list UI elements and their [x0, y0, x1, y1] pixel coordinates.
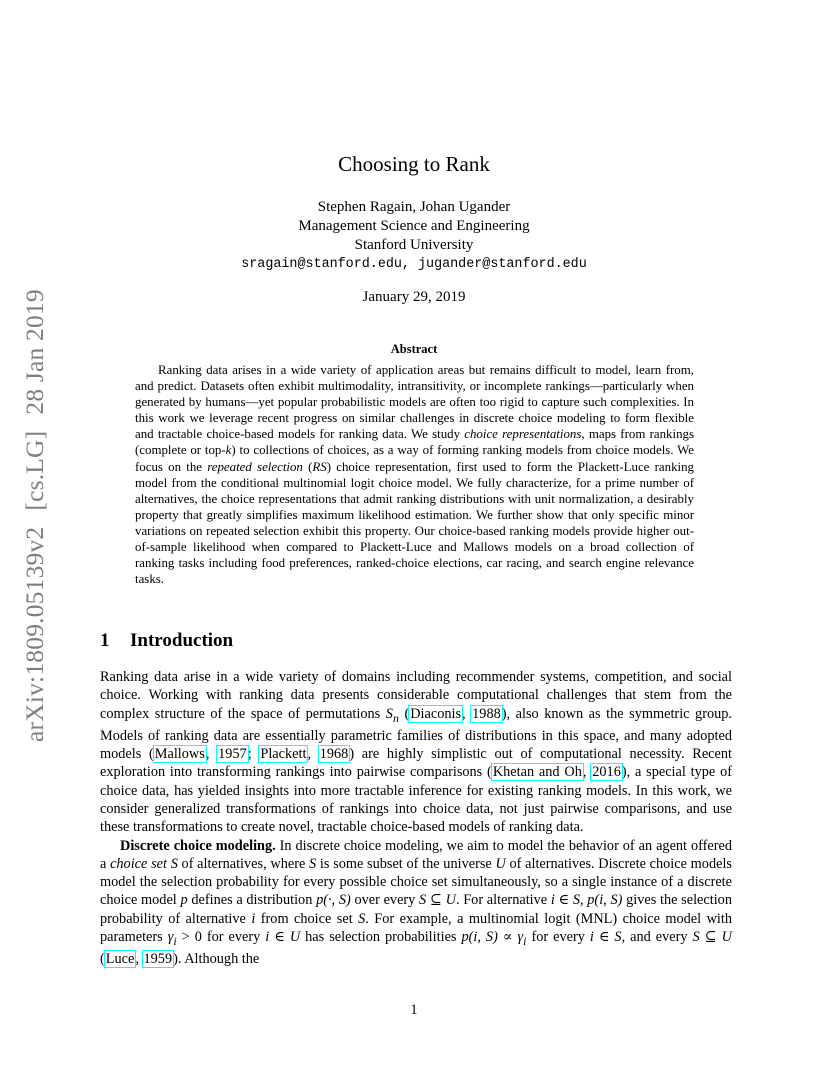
- body-text: (: [398, 705, 410, 722]
- paragraph-heading: Discrete choice modeling.: [120, 837, 276, 854]
- abstract-text: Ranking data arises in a wide variety of application areas but remains difficult to model, learn from, and predict. Datasets often exhibit multimodality, intransitivity, or incomplete rankings—particularly when generated by humans—yet popular probabilistic models are often too rigid to capture such complexities. In this work we leverage recent progress on similar challenges in discrete choice modeling to form flexible and tractable choice-based models for ranking data. We study: [135, 363, 694, 442]
- abstract-body: [135, 362, 694, 587]
- abstract-paragraph: [135, 362, 694, 587]
- math-symbol: U: [495, 855, 506, 872]
- math-expression: p(·, S): [316, 892, 351, 909]
- author-institution: Stanford University: [354, 237, 474, 253]
- author-affiliation: Management Science and Engineering: [298, 218, 530, 234]
- citation-link[interactable]: Plackett: [260, 746, 307, 763]
- body-text: Ranking data arise in a wide variety of domains including recommender systems, competition, and social choice. Working with ranking data presents considerable computational challenges that stem from the complex structure of the space of permutations: [100, 669, 732, 722]
- body-text: ,: [135, 951, 143, 968]
- paper-title: Choosing to Rank: [338, 152, 490, 176]
- math-expression: i ∈ S: [550, 892, 580, 909]
- abstract-heading: Abstract: [390, 342, 438, 356]
- page-number: 1: [410, 1002, 418, 1018]
- body-text: > 0 for every: [176, 929, 266, 946]
- math-symbol: p: [180, 892, 188, 909]
- math-symbol: S: [309, 855, 317, 872]
- section-number: 1: [100, 630, 110, 651]
- body-text: from choice set: [255, 910, 359, 927]
- body-text: ) are highly simplistic out of computational necessity. Recent exploration into transforming rankings into pairwise comparisons (: [100, 746, 732, 781]
- introduction-body: [100, 668, 732, 968]
- math-subscript: i: [523, 933, 527, 948]
- intro-paragraph-2: [100, 837, 732, 969]
- arxiv-id: arXiv:1809.05139v2: [20, 526, 49, 742]
- abstract-text: , maps from rankings (complete or top-: [135, 427, 694, 458]
- body-text: ;: [247, 746, 260, 763]
- body-text: ), a special type of choice data, has yielded insights into more tractable inference for existing ranking models. In this work, we consider generalized transformations of rankings into choice data, not just pairwise comparisons, and use these transformations to create novel, tractable choice-based models of ranking data.: [100, 764, 732, 836]
- body-text: for every: [526, 929, 590, 946]
- body-text: of alternatives. Discrete choice models model the selection probability for every possible choice set simultaneously, so a single instance of a discrete choice model: [100, 855, 732, 909]
- abstract-text: ) choice representation, first used to form the Plackett-Luce ranking model from the conditional multinomial logit choice model. We fully characterize, for a prime number of alternatives, the choice representations that admit ranking distributions with unit normalization, a desirably property that greatly simplifies maximum likelihood estimation. We further show that only specific minor variations on repeated selection exhibit this property. Our choice-based ranking models provide higher out-of-sample likelihood when compared to Plackett-Luce and Mallows models on a broad collection of ranking tasks including food preferences, ranked-choice elections, car racing, and search engine relevance tasks.: [135, 459, 694, 587]
- paper-date: January 29, 2019: [362, 289, 466, 305]
- body-text: . For alternative: [455, 892, 551, 909]
- body-text: ), also known as the symmetric group. Models of ranking data are essentially parametric families of distributions in this space, and many adopted models (: [100, 705, 732, 763]
- author-emails: sragain@stanford.edu, jugander@stanford.edu: [241, 257, 587, 272]
- section-heading: [100, 630, 233, 652]
- arxiv-sidebar-stamp: [20, 289, 50, 742]
- body-text: has selection probabilities: [300, 929, 462, 946]
- body-text: ,: [307, 746, 319, 763]
- body-text: is some subset of the universe: [316, 855, 496, 872]
- math-subscript: i: [173, 933, 177, 948]
- math-expression: p(i, S): [587, 892, 623, 909]
- abstract-text: (: [302, 459, 313, 474]
- body-text: . For example, a multinomial logit (MNL) choice model with parameters: [100, 910, 732, 946]
- abstract-emphasis: repeated selection: [207, 459, 303, 474]
- abstract-emphasis: choice representations: [464, 427, 582, 442]
- body-text: ,: [205, 746, 218, 763]
- citation-link[interactable]: 1959: [143, 951, 173, 968]
- arxiv-date: 28 Jan 2019: [20, 289, 49, 415]
- abstract-math: RS: [312, 459, 327, 474]
- body-text: ,: [462, 705, 472, 722]
- body-text: , and every: [621, 929, 693, 946]
- citation-link[interactable]: Khetan and Oh: [492, 764, 582, 781]
- body-text: of alternatives, where: [177, 855, 310, 872]
- math-symbol: S: [385, 705, 393, 722]
- math-symbol: S: [358, 910, 366, 927]
- author-names: Stephen Ragain, Johan Ugander: [317, 199, 511, 215]
- arxiv-category: [cs.LG]: [20, 430, 49, 511]
- citation-link[interactable]: Diaconis: [410, 705, 462, 722]
- math-expression: S ⊆ U: [692, 929, 732, 946]
- body-text: (: [100, 951, 105, 968]
- body-text: over every: [350, 892, 420, 909]
- citation-link[interactable]: Mallows: [154, 746, 205, 763]
- math-subscript: n: [392, 710, 399, 725]
- math-expression: S ⊆ U: [419, 892, 456, 909]
- section-title: Introduction: [130, 630, 234, 651]
- citation-link[interactable]: 2016: [592, 764, 621, 781]
- math-symbol: γ: [167, 929, 174, 946]
- abstract-math: k: [225, 443, 232, 458]
- body-text: ). Although the: [173, 951, 260, 968]
- citation-link[interactable]: Luce: [105, 951, 135, 968]
- math-expression: p(i, S) ∝ γ: [461, 929, 524, 946]
- intro-paragraph-1: [100, 668, 732, 837]
- math-expression: i ∈ S: [589, 929, 622, 946]
- abstract-text: ) to collections of choices, as a way of forming ranking models from choice models. We focus on the: [135, 443, 694, 474]
- math-expression: i ∈ U: [265, 929, 301, 946]
- body-text: ,: [579, 892, 588, 909]
- body-emphasis: choice set: [110, 855, 167, 872]
- citation-link[interactable]: 1988: [472, 705, 501, 722]
- body-text: defines a distribution: [187, 892, 317, 909]
- citation-link[interactable]: 1968: [319, 746, 349, 763]
- citation-link[interactable]: 1957: [218, 746, 247, 763]
- math-symbol: S: [170, 855, 178, 872]
- math-symbol: i: [251, 910, 256, 927]
- body-text: gives the selection probability of alternative: [100, 892, 732, 927]
- author-block: [0, 198, 828, 274]
- body-text: In discrete choice modeling, we aim to model the behavior of an agent offered a: [100, 837, 732, 872]
- body-text: ,: [582, 764, 592, 781]
